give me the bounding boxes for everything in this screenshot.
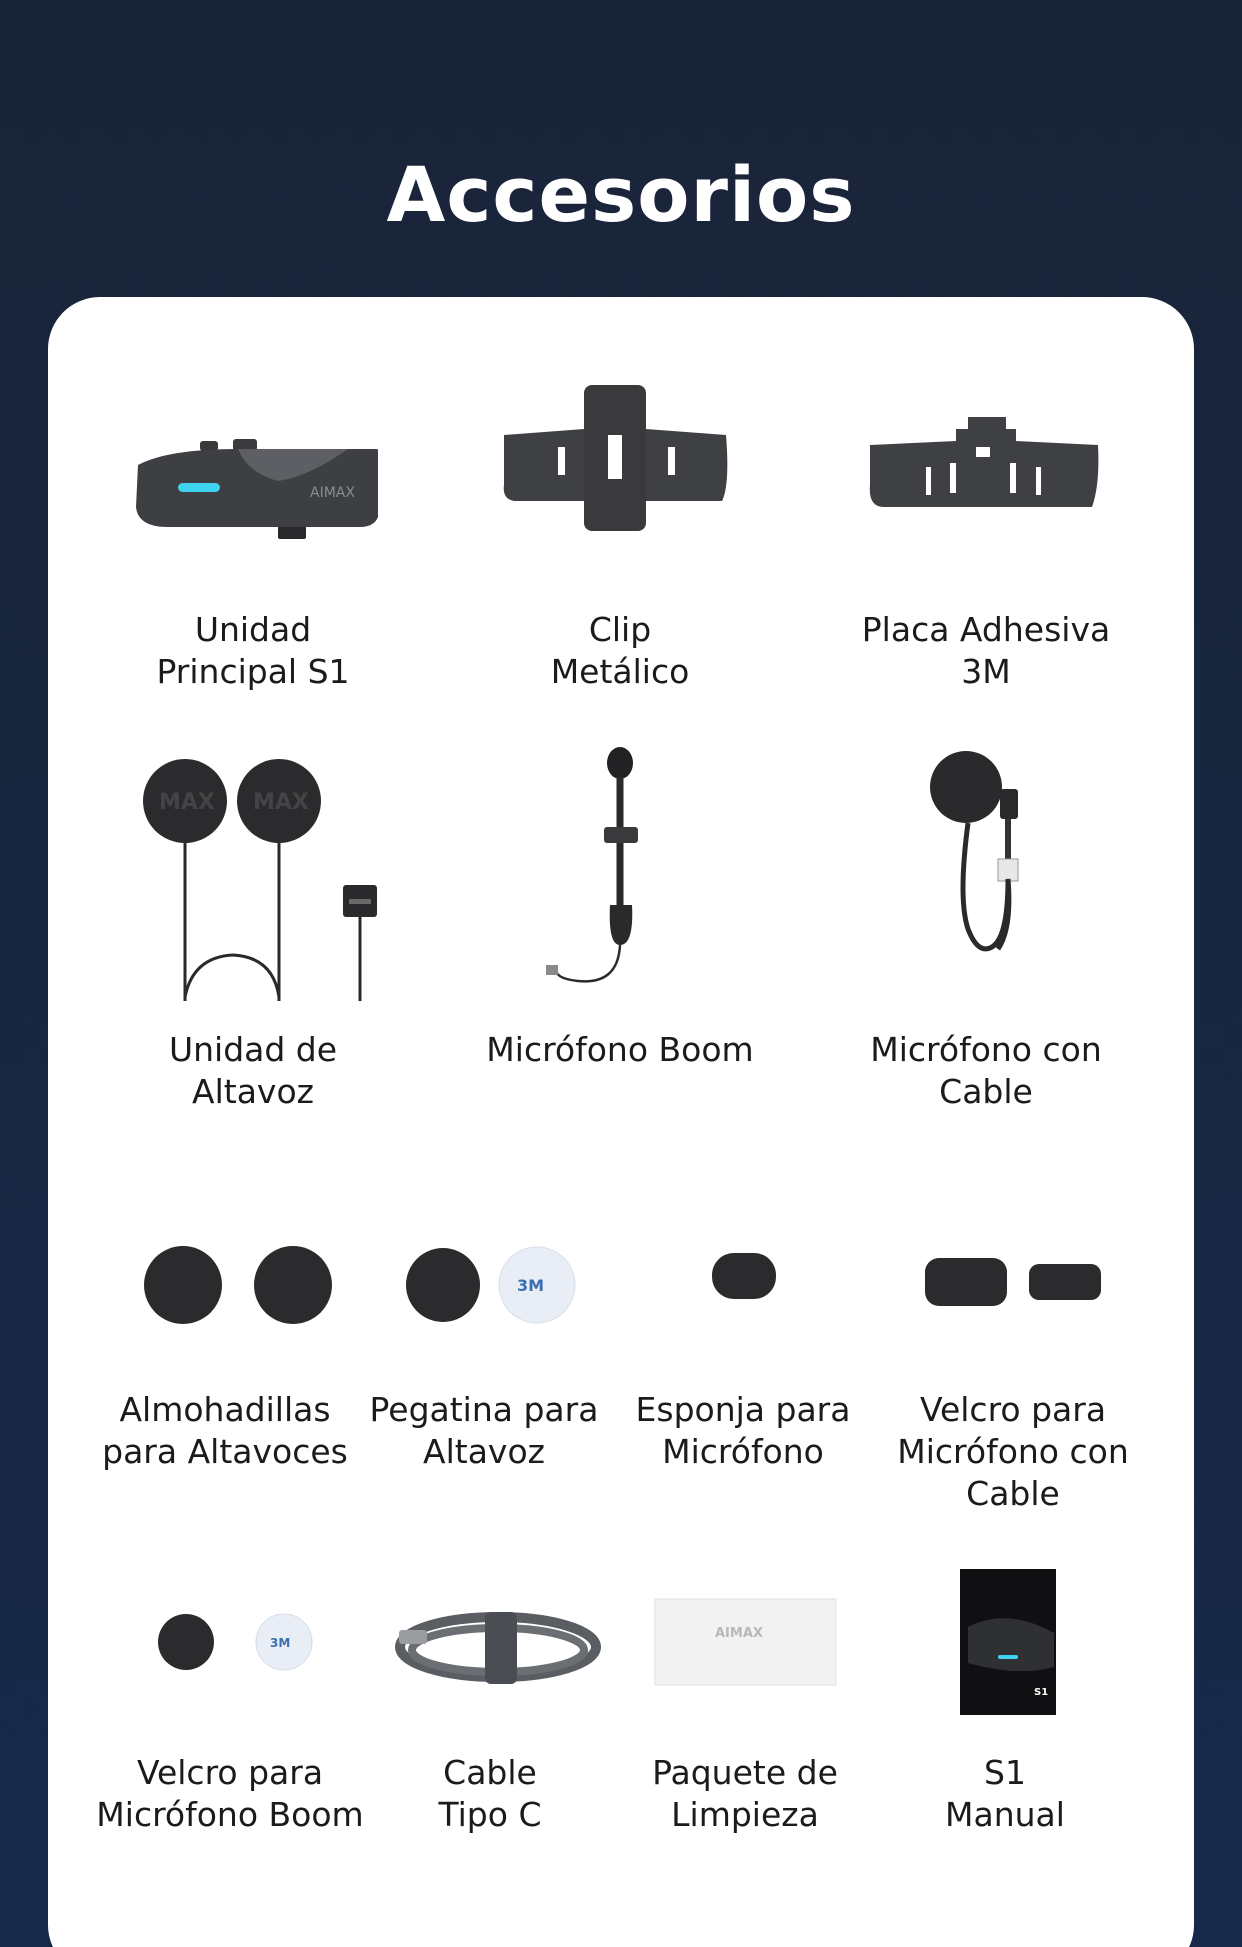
item-mic-sponge [708, 1247, 788, 1307]
item-manual [958, 1567, 1058, 1717]
wired-mic-velcro-icon [923, 1252, 1113, 1312]
item-label: Paquete de Limpieza [652, 1753, 838, 1834]
usb-c-cable-icon [393, 1602, 603, 1692]
svg-text:S1: S1 [1034, 1687, 1049, 1698]
svg-text:3M: 3M [270, 1636, 291, 1650]
boom-mic-velcro-icon [156, 1612, 316, 1672]
item-label: Clip Metálico [550, 610, 690, 691]
svg-text:MAX: MAX [159, 790, 215, 815]
item-label: Almohadillas para Altavoces [102, 1390, 348, 1471]
item-label: S1 Manual [945, 1753, 1065, 1834]
item-label: Velcro para Micrófono Boom [96, 1753, 364, 1834]
adhesive-plate-icon [866, 415, 1106, 515]
item-label: Micrófono Boom [486, 1030, 754, 1069]
svg-text:AIMAX: AIMAX [715, 1626, 763, 1641]
item-speaker-pads [143, 1245, 343, 1325]
item-cleaning-pack [653, 1597, 838, 1687]
item-wired-mic-velcro [923, 1252, 1113, 1312]
item-label: Micrófono con Cable [870, 1030, 1102, 1111]
item-label: Unidad Principal S1 [156, 610, 350, 691]
svg-text:AIMAX: AIMAX [310, 485, 355, 501]
item-label: Placa Adhesiva 3M [861, 610, 1111, 691]
item-label: Pegatina para Altavoz [369, 1390, 599, 1471]
speaker-sticker-icon [405, 1245, 585, 1325]
item-usb-c-cable [393, 1602, 603, 1692]
speaker-pads-icon [143, 1245, 343, 1325]
wired-microphone-icon [928, 749, 1068, 959]
item-boom-mic-velcro [156, 1612, 316, 1672]
manual-booklet-icon [958, 1567, 1058, 1717]
metal-clip-icon [500, 385, 740, 535]
svg-text:3M: 3M [517, 1276, 545, 1295]
item-label: Cable Tipo C [438, 1753, 542, 1834]
item-label: Unidad de Altavoz [168, 1030, 338, 1111]
page-title: Accesorios [386, 150, 856, 239]
speaker-unit-icon [143, 757, 383, 1002]
bluetooth-headset-unit-icon [128, 407, 378, 567]
cleaning-pack-icon [653, 1597, 838, 1687]
item-speaker-unit [143, 757, 383, 1002]
svg-text:MAX: MAX [253, 790, 309, 815]
item-label: Velcro para Micrófono con Cable [897, 1390, 1129, 1513]
item-label: Esponja para Micrófono [635, 1390, 851, 1471]
accessories-card [48, 297, 1194, 1947]
item-speaker-sticker [405, 1245, 585, 1325]
boom-microphone-icon [538, 745, 698, 985]
microphone-sponge-icon [708, 1247, 788, 1307]
item-main-unit [128, 407, 378, 567]
item-adhesive-plate [866, 415, 1106, 515]
item-boom-mic [538, 745, 698, 985]
item-metal-clip [500, 385, 740, 535]
item-wired-mic [928, 749, 1068, 959]
